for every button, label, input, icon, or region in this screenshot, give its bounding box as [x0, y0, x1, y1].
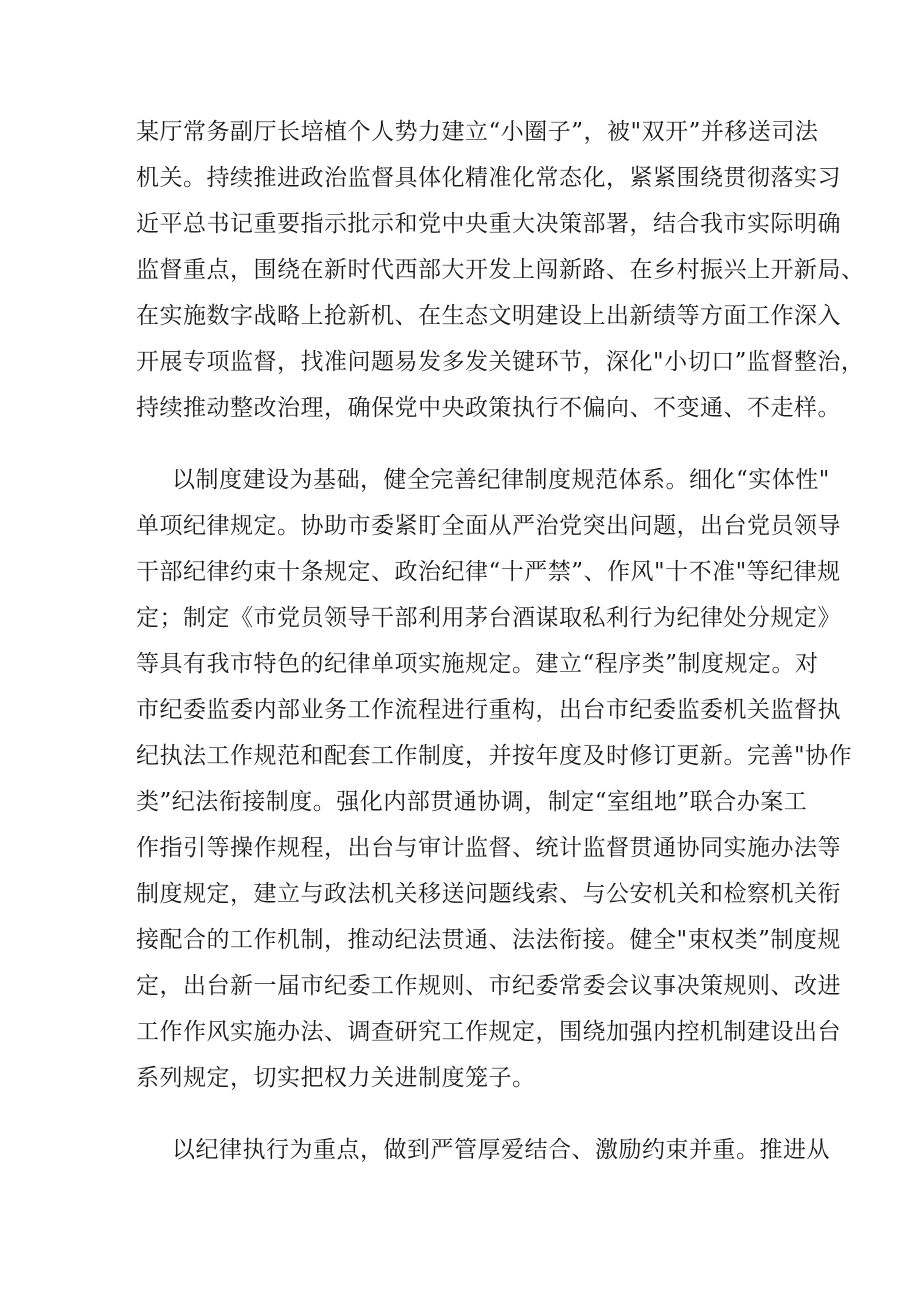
text-line: 定；制定《市党员领导干部利用茅台酒谋取私利行为纪律处分规定》 — [136, 605, 841, 631]
text-line: 工作作风实施办法、调查研究工作规定，围绕加强内控机制建设出台 — [136, 1019, 841, 1045]
text-line: 单项纪律规定。协助市委紧盯全面从严治党突出问题，出台党员领导 — [136, 513, 841, 539]
text-line: 等具有我市特色的纪律单项实施规定。建立“程序类”制度规定。对 — [136, 651, 819, 677]
text-line: 纪执法工作规范和配套工作制度，并按年度及时修订更新。完善"协作 — [136, 743, 853, 769]
text-line: 在实施数字战略上抢新机、在生态文明建设上出新绩等方面工作深入 — [136, 303, 841, 329]
text-line: 作指引等操作规程，出台与审计监督、统计监督贯通协同实施办法等 — [136, 835, 841, 861]
text-line: 干部纪律约束十条规定、政治纪律“十严禁”、作风"十不准"等纪律规 — [136, 559, 841, 585]
text-line: 市纪委监委内部业务工作流程进行重构，出台市纪委监委机关监督执 — [136, 697, 841, 723]
text-line: 接配合的工作机制，推动纪法贯通、法法衔接。健全"束权类”制度规 — [136, 927, 841, 953]
text-line: 某厅常务副厅长培植个人势力建立“小圈子”，被"双开”并移送司法 — [136, 119, 819, 145]
text-line: 类”纪法衔接制度。强化内部贯通协调，制定“室组地”联合办案工 — [136, 789, 808, 815]
text-line: 定，出台新一届市纪委工作规则、市纪委常委会议事决策规则、改进 — [136, 973, 841, 999]
paragraph-start-line: 以纪律执行为重点，做到严管厚爱结合、激励约束并重。推进从 — [172, 1137, 830, 1163]
text-line: 机关。持续推进政治监督具体化精准化常态化，紧紧围绕贯彻落实习 — [136, 165, 841, 191]
text-line: 系列规定，切实把权力关进制度笼子。 — [136, 1065, 536, 1091]
text-line: 近平总书记重要指示批示和党中央重大决策部署，结合我市实际明确 — [136, 211, 841, 237]
text-line: 制度规定，建立与政法机关移送问题线索、与公安机关和检察机关衔 — [136, 881, 841, 907]
text-line: 监督重点，围绕在新时代西部大开发上闯新路、在乡村振兴上开新局、 — [136, 257, 865, 283]
paragraph-start-line: 以制度建设为基础，健全完善纪律制度规范体系。细化“实体性" — [172, 467, 830, 493]
text-line: 开展专项监督，找准问题易发多发关键环节，深化"小切口”监督整治， — [136, 349, 865, 375]
text-line: 持续推动整改治理，确保党中央政策执行不偏向、不变通、不走样。 — [136, 395, 841, 421]
